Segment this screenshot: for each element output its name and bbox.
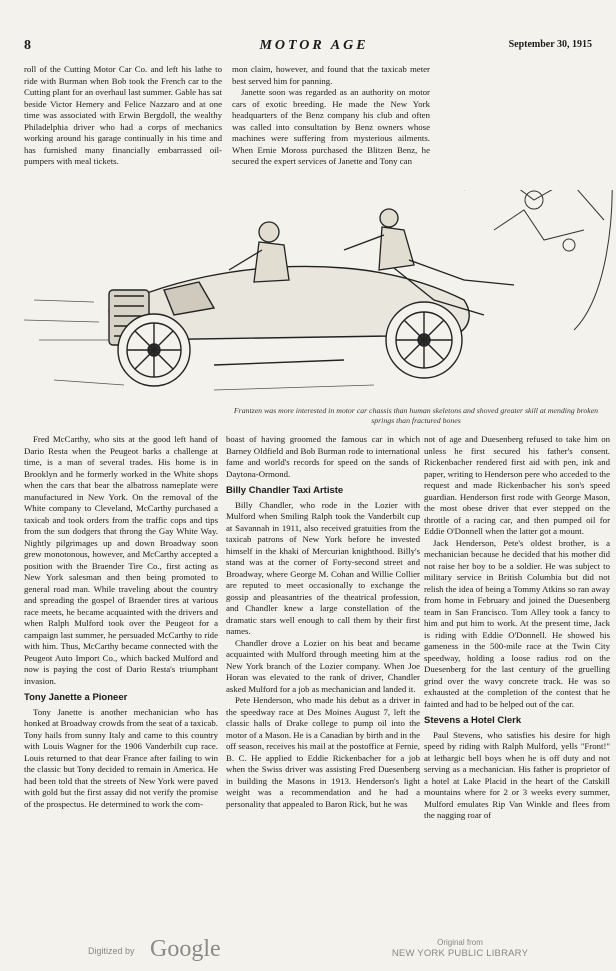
paragraph: Chandler drove a Lozier on his beat and became acquainted with Mulford through meeting him at the New York branch of the Lozier company. When Joe Horan was elevated to the rank of driver, Chandler asked Mulford for a job as mechanician and landed it.: [226, 637, 420, 694]
paragraph: Pete Henderson, who made his debut as a driver in the speedway race at Des Moines August 7, left the classic halls of Drake college to pump oil into the motor of a Mason. He is a Canadian by birth and in the off season, receives his mail at the postoffice at Fernie, B. C. He applied to Eddie Rickenbacher for a job when the Swiss driver was assisting Fred Duesenberg in building the Masons in 1913. Henderson's light weight was a recommendation and he had a personality that appealed to Baron Rick, but he was: [226, 695, 420, 809]
section-heading: Billy Chandler Taxi Artiste: [226, 485, 344, 496]
paragraph: Tony Janette is another mechanician who has honked at Broadway crowds from the seat of a taxicab. Tony hails from sunny Italy and came to this country with Louis Wagner for the 1906 Vanderbilt cup race. Louis returned to that dear France after failing to win the classic but Tony decided to remain in America. He had been told that the streets of New York were paved with gold but the first assay did not verify the promise of the prospectus. He determined to work the com-: [24, 706, 218, 809]
paragraph: not of age and Duesenberg refused to take him on unless he first secured his father's consent. Rickenbacher rendered first aid with pen, ink and paper, writing to Henderson pere who acceded to the request and made Rickenbacher his son's speed guardian. Henderson first rode with George Mason, the most obese driver that ever stepped on the throttle of a racing car, and then pumped oil for Eddie O'Donnell when the latter got a mount.: [424, 434, 610, 536]
section-heading: Stevens a Hotel Clerk: [424, 715, 522, 726]
paragraph: boast of having groomed the famous car in which Barney Oldfield and Bob Burman rode to international fame and world's records for speed on the sands of Daytona-Ormond.: [226, 434, 420, 479]
section-heading: Tony Janette a Pioneer: [24, 692, 128, 703]
rear-wheel: [386, 302, 462, 378]
paragraph: mon claim, however, and found that the taxicab meter best served him for panning.: [232, 64, 430, 86]
bottom-column-left: [24, 434, 218, 810]
source-library: [370, 937, 550, 959]
paragraph: Paul Stevens, who satisfies his desire for high speed by riding with Ralph Mulford, yells "Front!" at lethargic bell boys when he is off duty and not serving as a mechanician. His father is proprietor of a hotel at Lake Placid in the heart of the Catskill mountains where for 2 or 3 weeks every summer, Mulford emulates Rip Van Winkle and flees from the nagging roar of: [424, 729, 610, 820]
running-head: [24, 38, 592, 54]
bottom-column-middle: [226, 434, 420, 810]
top-column-middle: [232, 64, 430, 168]
scan-footer: [0, 938, 616, 968]
top-column-left: [24, 64, 222, 168]
paragraph: Billy Chandler, who rode in the Lozier with Mulford when Smiling Ralph took the Vanderbilt cup at Savannah in 1911, also received gratuities from the taxicab patrons of New York before he invested himself in the khaki of Mercurian knighthood. Billy's stand was at the corner of Forty-second street and Broadway, where George M. Cohan and Willie Collier are reputed to meet occasionally to exchange the gossip and pleasantries of the theatrical profession, and Chandler knew a large constellation of the dramatic stars well enough to call them by their first names.: [226, 499, 420, 636]
paragraph: Fred McCarthy, who sits at the good left hand of Dario Resta when the Peugeot barks a challenge at time, is a man of several trades. His home is in Brooklyn and he formerly worked in the White shops when the cars that bear the albatross nameplate were manufactured in New York. On the removal of the White company to Cleveland, McCarthy purchased a taxicab and took orders from the traffic cops and tips from the sun dodgers that throng the Gay White Way. Nightly pilgrimages up and down Broadway soon grew monotonous, however, and McCarthy accepted a position with the Braender Tire Co., first acting as New York salesman and then being promoted to general road man. While traveling about the country and spreading the gospel of Braender tires at various race meets, he became acquainted with the drivers and when Ralph Mulford took over the Peugeot for a campaign last summer, he persuaded McCarthy to ride with him. Thus, McCarthy became connected with the Peugeot Auto Import Co., which backed Mulford and now is paying the cost of Dario Resta's triumphant invasion.: [24, 434, 218, 686]
illustration-caption: Frantzen was more interested in motor car chassis than human skeletons and shoved greater skill at mending broken springs than fractured bones: [233, 406, 599, 425]
journal-title: MOTOR AGE: [259, 38, 369, 53]
library-name: NEW YORK PUBLIC LIBRARY: [391, 948, 529, 959]
original-from-label: Original from: [437, 938, 483, 947]
issue-date: September 30, 1915: [508, 39, 592, 50]
crash-burst-sketch: [454, 190, 612, 330]
paragraph: Jack Henderson, Pete's oldest brother, is a mechanician because he decided that his mother did not raise her boy to be a soldier. He was subject to military service in British Columbia but did not relish the idea of being a Tommy Atkins so ran away from home in February and joined the Duesenberg team in San Francisco. Tom Alley took a fancy to him and put him to work. At the present time, Jack is riding with Eddie O'Donnell. He showed his gameness in the 500-mile race at the Twin City speedway, holding a loose radius rod on the Duesenberg for the last century of the gruelling grind over the wavy concrete track. He was so exhausted at the completion of the contest that he fainted and had to be helped out of the car.: [424, 537, 610, 709]
race-car-illustration: [14, 190, 614, 440]
paragraph: roll of the Cutting Motor Car Co. and left his lathe to ride with Burman when Bob took the French car to the Cutting plant for an overhaul last summer. Gable has sat beside Victor Hemery and Felice Nazzaro and at one time was associated with Erwin Bergdoll, the wealthy Philadelphia driver who had a corps of mechanics working around his garage continually in his time and has furnished many financially embarrassed oil-pumpers with meal tickets.: [24, 64, 222, 166]
front-wheel: [118, 314, 190, 386]
digitized-by-label: Digitized by: [88, 946, 135, 956]
page-number: 8: [24, 38, 31, 53]
google-wordmark: Google: [150, 936, 221, 962]
paragraph: Janette soon was regarded as an authority on motor cars of exotic breeding. He made the New York headquarters of the Benz company his club and often was called into consultation by Benz owners whose machines were suffering from mysterious ailments. When Ernie Moross purchased the Blitzen Benz, he secured the expert services of Janette and Tony can: [232, 87, 430, 166]
bottom-column-right: [424, 434, 610, 822]
